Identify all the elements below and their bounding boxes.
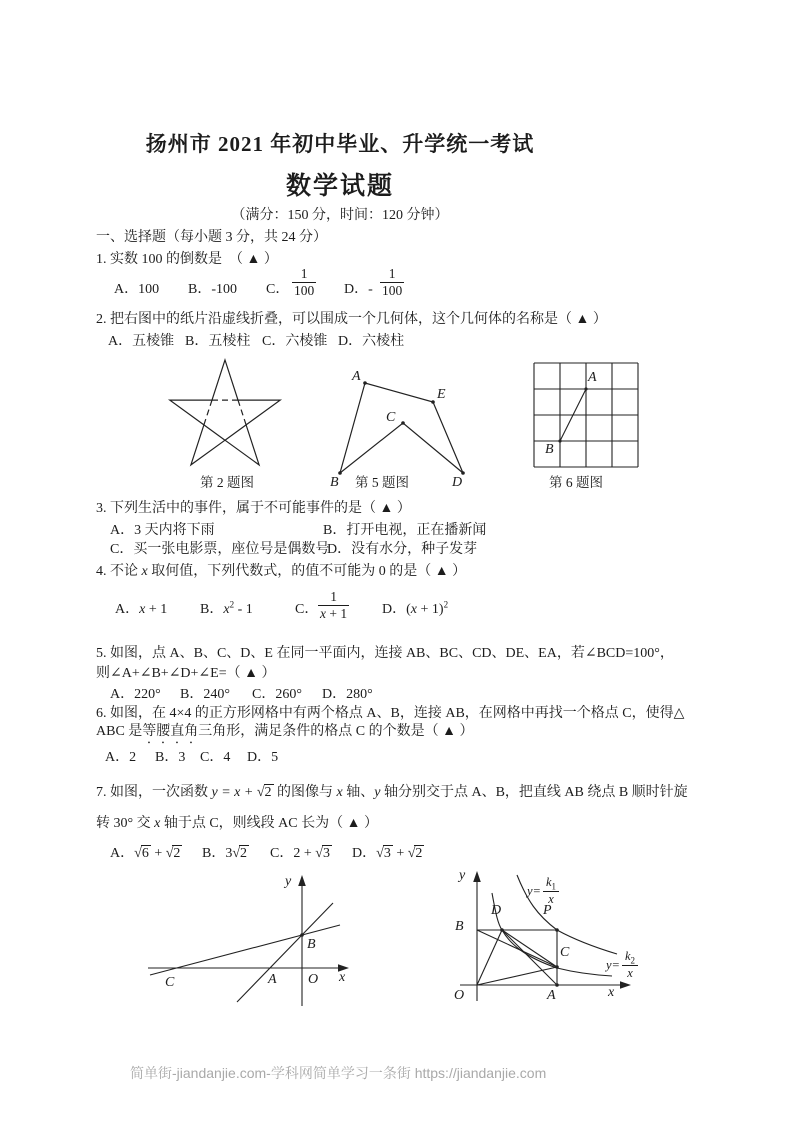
point-dot <box>558 439 561 442</box>
radical-sign: √ <box>134 846 141 861</box>
q7-figure-axes <box>130 870 360 1015</box>
fraction-numerator: 1 <box>292 266 316 283</box>
q3-option-d: D．没有水分，种子发芽 <box>327 542 478 557</box>
fig8-label-y: y <box>459 868 466 883</box>
q4-option-b: B．$x^2 - 1$ <box>200 599 253 617</box>
fig8-label-c: C <box>560 945 570 960</box>
q1-option-a: A．100 <box>114 282 160 297</box>
q5-option-a: A．220° <box>110 687 161 702</box>
fraction-numerator: 1 <box>318 589 349 606</box>
point-dot <box>584 387 587 390</box>
radical-sign: √ <box>256 785 264 800</box>
line-ab <box>237 903 333 1002</box>
q1-option-c-label: C． <box>266 282 290 297</box>
fraction-denominator: x + 1 <box>320 605 348 621</box>
fig7-label-a: A <box>268 972 277 987</box>
fraction-numerator: 1 <box>380 266 404 283</box>
q5-option-d: D．280° <box>322 687 373 702</box>
q2-option-c: C．六棱锥 <box>262 334 328 349</box>
q4-option-d: D．$(x + 1)^2$ <box>382 599 449 617</box>
q7-stem-line1: 7. 如图，一次函数 y = x + √2 的图像与 x 轴、y 轴分别交于点 A、B，把直线 AB 绕点 B 顺时针旋 <box>96 785 688 800</box>
q5-stem-line2: 则∠A+∠B+∠D+∠E=（ ▲ ） <box>96 666 276 681</box>
fig6-label-a: A <box>588 370 597 385</box>
segment-oc <box>477 967 557 985</box>
q6-option-b: B．3 <box>155 750 186 765</box>
fig2-star-figure <box>160 355 295 470</box>
fig5-label-c: C <box>386 410 396 425</box>
fig6-label-b: B <box>545 442 554 457</box>
q1-option-d-fraction <box>380 266 404 298</box>
fig5-pentagon-figure <box>325 365 475 487</box>
q7-option-c: C．2 + √3 <box>270 846 330 861</box>
fig8-label-a: A <box>547 988 556 1003</box>
q5-option-b: B．240° <box>180 687 230 702</box>
footer-watermark: 简单街-jiandanjie.com-学科网简单学习一条街 https://jiandanjie.com <box>130 1065 547 1081</box>
q1-stem: 1. 实数 100 的倒数是 （ ▲ ） <box>96 252 278 267</box>
radical-sign: √ <box>165 846 173 861</box>
section-heading: 一、选择题（每小题 3 分，共 24 分） <box>96 230 327 245</box>
fig8-label-o: O <box>454 988 465 1003</box>
point-dot <box>401 421 405 425</box>
q4-stem <box>96 563 466 581</box>
q2-option-d: D．六棱柱 <box>338 334 405 349</box>
q3-stem: 3. 下列生活中的事件，属于不可能事件的是（ ▲ ） <box>96 501 411 516</box>
radical-sign: √ <box>376 846 383 861</box>
radical-sign: √ <box>232 846 240 861</box>
q8-figure-hyperbolas <box>450 855 685 1010</box>
fig7-label-c: C <box>165 975 175 990</box>
radical-sign: √ <box>407 846 415 861</box>
q4-option-c-fraction <box>318 589 349 621</box>
fig7-label-x: x <box>339 970 346 985</box>
q1-option-d-label: D．- <box>344 282 373 297</box>
q6-stem-line2: ABC 是等腰直角三角形，满足条件的格点 C 的个数是（ ▲ ） <box>96 724 474 739</box>
hyperbola-k2-label: y= $\frac{k_2}{x}$ <box>606 950 638 981</box>
q6-option-a: A．2 <box>105 750 137 765</box>
sqrt-expression: √2 <box>256 785 272 800</box>
fig5-label-d: D <box>452 475 463 490</box>
q2-option-a: A．五棱锥 <box>108 334 175 349</box>
fraction-denominator: 100 <box>382 282 403 298</box>
q2-option-b: B．五棱柱 <box>185 334 251 349</box>
star-inner-edges <box>204 425 246 440</box>
fig5-label-a: A <box>352 369 361 384</box>
q3-option-a: A．3 天内将下雨 <box>110 523 215 538</box>
x-axis-arrow <box>620 981 631 989</box>
q6-option-d: D．5 <box>247 750 279 765</box>
segment-od <box>477 930 502 985</box>
fig8-label-p: P <box>543 903 552 918</box>
star-fold-lines <box>204 400 246 425</box>
fig8-label-d: D <box>491 903 502 918</box>
q4-option-c-label: C． <box>295 602 319 617</box>
point-dot <box>555 983 559 987</box>
q6-stem-line1: 6. 如图，在 4×4 的正方形网格中有两个格点 A、B，连接 AB，在网格中再找一个格点 C，使得△ <box>96 706 685 721</box>
fig6-caption: 第 6 题图 <box>549 475 603 490</box>
point-dot <box>363 381 367 385</box>
q3-option-b: B．打开电视，正在播新闻 <box>323 523 487 538</box>
fig8-label-b: B <box>455 919 464 934</box>
q5-option-c: C．260° <box>252 687 302 702</box>
emphasized-text: 等腰直角 <box>142 724 199 739</box>
fig7-label-o: O <box>308 972 319 987</box>
q2-stem: 2. 把右图中的纸片沿虚线折叠，可以围成一个几何体，这个几何体的名称是（ ▲ ） <box>96 312 607 327</box>
q6-option-c: C．4 <box>200 750 231 765</box>
fig5-caption: 第 5 题图 <box>355 475 409 490</box>
point-dot <box>500 928 504 932</box>
k1-fraction: $\frac{k_1}{x}$ <box>543 876 559 907</box>
q7-option-d: D．√3 + √2 <box>352 846 423 861</box>
q7-option-a: A．√6 + √2 <box>110 846 181 861</box>
stem-text: 4. 不论 <box>96 564 142 579</box>
point-dot <box>431 400 435 404</box>
segment-dc <box>502 930 557 967</box>
y-axis-arrow <box>473 871 481 882</box>
fig5-label-e: E <box>437 387 446 402</box>
q3-option-c: C．买一张电影票，座位号是偶数号 <box>110 542 330 557</box>
fig8-label-x: x <box>608 985 615 1000</box>
exam-meta: （满分：150 分，时间：120 分钟） <box>231 208 449 223</box>
stem-text: 取何值，下列代数式，的值不可能为 0 的是（ ▲ ） <box>147 564 467 579</box>
k2-fraction: $\frac{k_2}{x}$ <box>622 950 638 981</box>
point-dot <box>555 965 559 969</box>
q1-option-b: B．-100 <box>188 282 237 297</box>
fig5-label-b: B <box>330 475 339 490</box>
star-outline <box>170 360 280 465</box>
page-subtitle: 数学试题 <box>285 173 394 200</box>
segment-da <box>502 930 557 985</box>
fig7-label-y: y <box>285 874 292 889</box>
q1-option-c-fraction <box>292 266 316 298</box>
page-title: 扬州市 2021 年初中毕业、升学统一考试 <box>145 132 535 156</box>
q4-option-a: A．x + 1 <box>115 602 168 617</box>
math-variable: x <box>141 564 148 579</box>
q7-option-b: B．3√2 <box>202 846 248 861</box>
fig2-caption: 第 2 题图 <box>200 475 254 490</box>
hyperbola-k1-label: y= $\frac{k_1}{x}$ <box>527 876 559 907</box>
radical-sign: √ <box>315 846 322 861</box>
point-dot <box>300 933 304 937</box>
fraction-denominator: 100 <box>294 282 315 298</box>
fig7-label-b: B <box>307 937 316 952</box>
point-dot <box>555 928 559 932</box>
segment-bc <box>477 930 557 967</box>
q7-stem-line2: 转 30° 交 x 轴于点 C，则线段 AC 长为（ ▲ ） <box>96 816 378 831</box>
q5-stem-line1: 5. 如图，点 A、B、C、D、E 在同一平面内，连接 AB、BC、CD、DE、EA，若∠BCD=100°， <box>96 646 674 661</box>
y-axis-arrow <box>298 875 306 886</box>
